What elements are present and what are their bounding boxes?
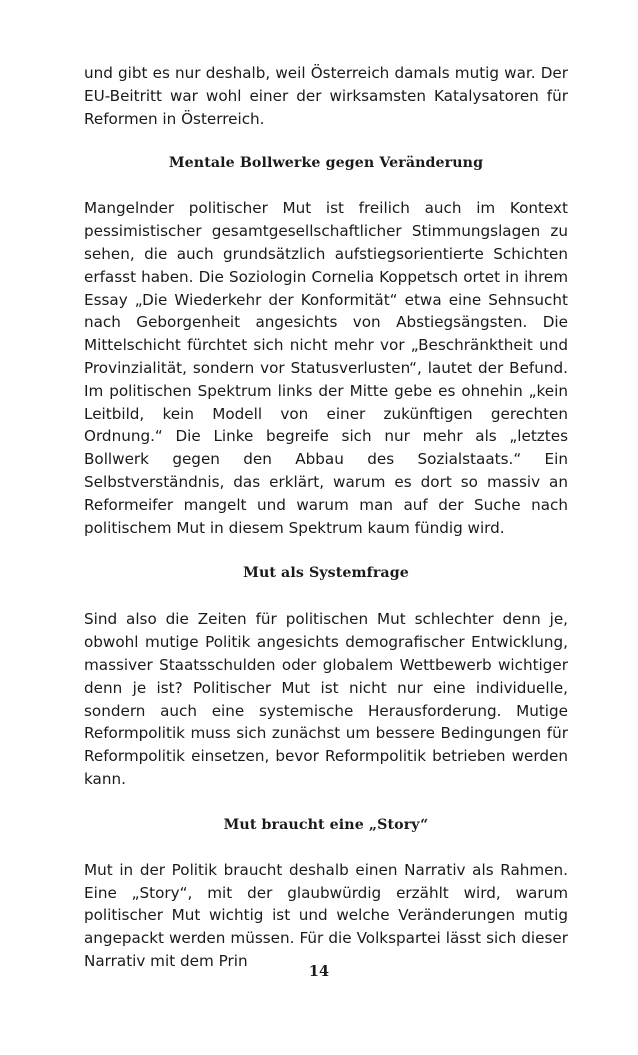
section-heading-mental-bulwarks: Mentale Bollwerke gegen Veränderung bbox=[168, 155, 484, 172]
paragraph-pessimism: Mangelnder politischer Mut ist freilich auch im Kontext pessimistischer gesamtgesellschaftlicher Stimmungslagen zu sehen, die auch grundsätzlich aufstiegsorientierte Schichten erfasst haben. Die Soziologin Cornelia Koppetsch ortet in ihrem Essay „Die Wiederkehr der Konformität“ etwa eine Sehnsucht nach Geborgenheit angesichts von Abstiegsängsten. Die Mittelschicht fürchtet sich nicht mehr vor „Beschränktheit und Provinzialität, sondern vor Statusverlusten“, lautet der Befund. Im politischen Spektrum links der Mitte gebe es ohnehin „kein Leitbild, kein Modell von einer zukünftigen gerechten Ordnung.“ Die Linke begreife sich nur mehr als „letztes Bollwerk gegen den Abbau des Sozialstaats.“ Ein Selbstverständnis, das erklärt, warum es dort so massiv an Reformeifer mangelt und warum man auf der Suche nach politischem Mut in diesem Spektrum kaum fündig wird. bbox=[84, 199, 568, 537]
book-page bbox=[84, 62, 568, 973]
paragraph-system: Sind also die Zeiten für politischen Mut schlechter denn je, obwohl mutige Politik angesichts demografischer Entwicklung, massiver Staatsschulden oder globalem Wettbewerb wichtiger denn je ist? Politischer Mut ist nicht nur eine individuelle, sondern auch eine systemische Herausforderung. Mutige Reformpolitik muss sich zunächst um bessere Bedingungen für Reformpolitik einsetzen, bevor Reformpolitik betrieben werden kann. bbox=[84, 610, 568, 788]
section-heading-story: Mut braucht eine „Story“ bbox=[223, 816, 429, 833]
page-number: 14 bbox=[308, 963, 330, 980]
paragraph-narrative: Mut in der Politik braucht deshalb einen Narrativ als Rahmen. Eine „Story“, mit der glaubwürdig erzählt wird, warum politischer Mut wichtig ist und welche Veränderungen mutig angepackt werden müssen. Für die Volkspartei lässt sich dieser Narrativ mit dem Prin bbox=[84, 860, 568, 970]
paragraph-intro: und gibt es nur deshalb, weil Österreich damals mutig war. Der EU-Beitritt war wohl einer der wirksamsten Katalysatoren für Reformen in Österreich. bbox=[84, 64, 568, 128]
section-heading-system-question: Mut als Systemfrage bbox=[243, 565, 409, 582]
